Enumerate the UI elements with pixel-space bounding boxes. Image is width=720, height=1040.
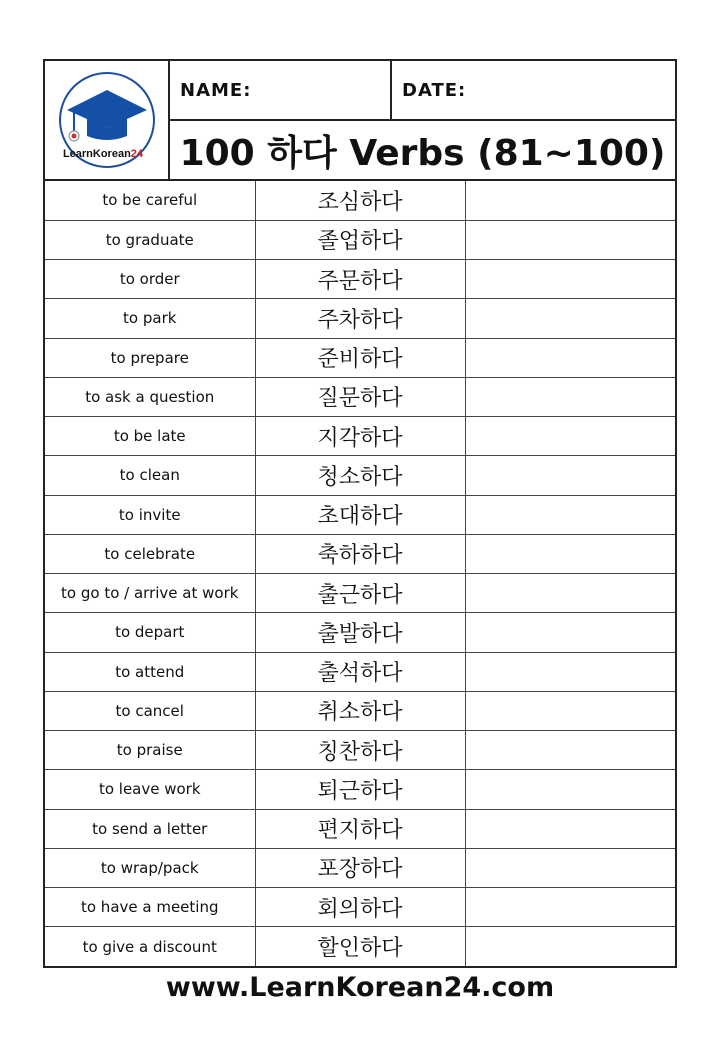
table-row	[45, 181, 675, 220]
date-label: DATE:	[402, 79, 467, 101]
korean-cell: 출석하다	[255, 652, 465, 691]
korean-cell: 주차하다	[255, 299, 465, 338]
english-cell: to park	[45, 299, 255, 338]
korean-cell: 편지하다	[255, 809, 465, 848]
table-row	[45, 534, 675, 573]
korean-cell: 청소하다	[255, 456, 465, 495]
answer-cell[interactable]	[465, 848, 675, 887]
english-cell: to wrap/pack	[45, 848, 255, 887]
korean-cell: 출발하다	[255, 613, 465, 652]
korean-cell: 초대하다	[255, 495, 465, 534]
answer-cell[interactable]	[465, 377, 675, 416]
english-cell: to celebrate	[45, 534, 255, 573]
table-row	[45, 731, 675, 770]
answer-cell[interactable]	[465, 809, 675, 848]
answer-cell[interactable]	[465, 495, 675, 534]
table-row	[45, 456, 675, 495]
korean-cell: 졸업하다	[255, 220, 465, 259]
answer-cell[interactable]	[465, 691, 675, 730]
vocab-table	[45, 181, 675, 966]
table-row	[45, 260, 675, 299]
table-row	[45, 417, 675, 456]
english-cell: to invite	[45, 495, 255, 534]
english-cell: to attend	[45, 652, 255, 691]
answer-cell[interactable]	[465, 888, 675, 927]
table-row	[45, 220, 675, 259]
answer-cell[interactable]	[465, 417, 675, 456]
logo	[45, 61, 170, 179]
korean-cell: 지각하다	[255, 417, 465, 456]
table-row	[45, 770, 675, 809]
korean-cell: 취소하다	[255, 691, 465, 730]
korean-cell: 주문하다	[255, 260, 465, 299]
table-row	[45, 809, 675, 848]
table-row	[45, 652, 675, 691]
english-cell: to depart	[45, 613, 255, 652]
table-row	[45, 574, 675, 613]
korean-cell: 회의하다	[255, 888, 465, 927]
name-label: NAME:	[180, 79, 252, 101]
korean-cell: 칭찬하다	[255, 731, 465, 770]
answer-cell[interactable]	[465, 927, 675, 966]
english-cell: to leave work	[45, 770, 255, 809]
korean-cell: 퇴근하다	[255, 770, 465, 809]
english-cell: to graduate	[45, 220, 255, 259]
answer-cell[interactable]	[465, 613, 675, 652]
table-row	[45, 927, 675, 966]
header	[45, 61, 675, 181]
graduation-cap-logo-icon	[57, 70, 157, 170]
answer-cell[interactable]	[465, 652, 675, 691]
answer-cell[interactable]	[465, 299, 675, 338]
english-cell: to ask a question	[45, 377, 255, 416]
table-row	[45, 299, 675, 338]
table-row	[45, 377, 675, 416]
english-cell: to be careful	[45, 181, 255, 220]
korean-cell: 준비하다	[255, 338, 465, 377]
footer-url: www.LearnKorean24.com	[165, 972, 555, 1003]
date-field[interactable]	[392, 61, 675, 119]
english-cell: to prepare	[45, 338, 255, 377]
svg-text:LearnKorean24: LearnKorean24	[62, 148, 143, 160]
english-cell: to cancel	[45, 691, 255, 730]
korean-cell: 포장하다	[255, 848, 465, 887]
korean-cell: 할인하다	[255, 927, 465, 966]
table-row	[45, 848, 675, 887]
table-row	[45, 888, 675, 927]
english-cell: to have a meeting	[45, 888, 255, 927]
korean-cell: 출근하다	[255, 574, 465, 613]
name-field[interactable]	[170, 61, 392, 119]
korean-cell: 질문하다	[255, 377, 465, 416]
english-cell: to be late	[45, 417, 255, 456]
english-cell: to clean	[45, 456, 255, 495]
english-cell: to send a letter	[45, 809, 255, 848]
page-title: 100 하다 Verbs (81~100)	[179, 132, 666, 174]
answer-cell[interactable]	[465, 574, 675, 613]
korean-cell: 축하하다	[255, 534, 465, 573]
table-row	[45, 613, 675, 652]
answer-cell[interactable]	[465, 220, 675, 259]
answer-cell[interactable]	[465, 770, 675, 809]
answer-cell[interactable]	[465, 260, 675, 299]
english-cell: to praise	[45, 731, 255, 770]
table-row	[45, 691, 675, 730]
table-row	[45, 495, 675, 534]
answer-cell[interactable]	[465, 338, 675, 377]
answer-cell[interactable]	[465, 534, 675, 573]
worksheet	[43, 59, 677, 968]
english-cell: to go to / arrive at work	[45, 574, 255, 613]
table-row	[45, 338, 675, 377]
korean-cell: 조심하다	[255, 181, 465, 220]
english-cell: to give a discount	[45, 927, 255, 966]
answer-cell[interactable]	[465, 456, 675, 495]
english-cell: to order	[45, 260, 255, 299]
answer-cell[interactable]	[465, 181, 675, 220]
answer-cell[interactable]	[465, 731, 675, 770]
